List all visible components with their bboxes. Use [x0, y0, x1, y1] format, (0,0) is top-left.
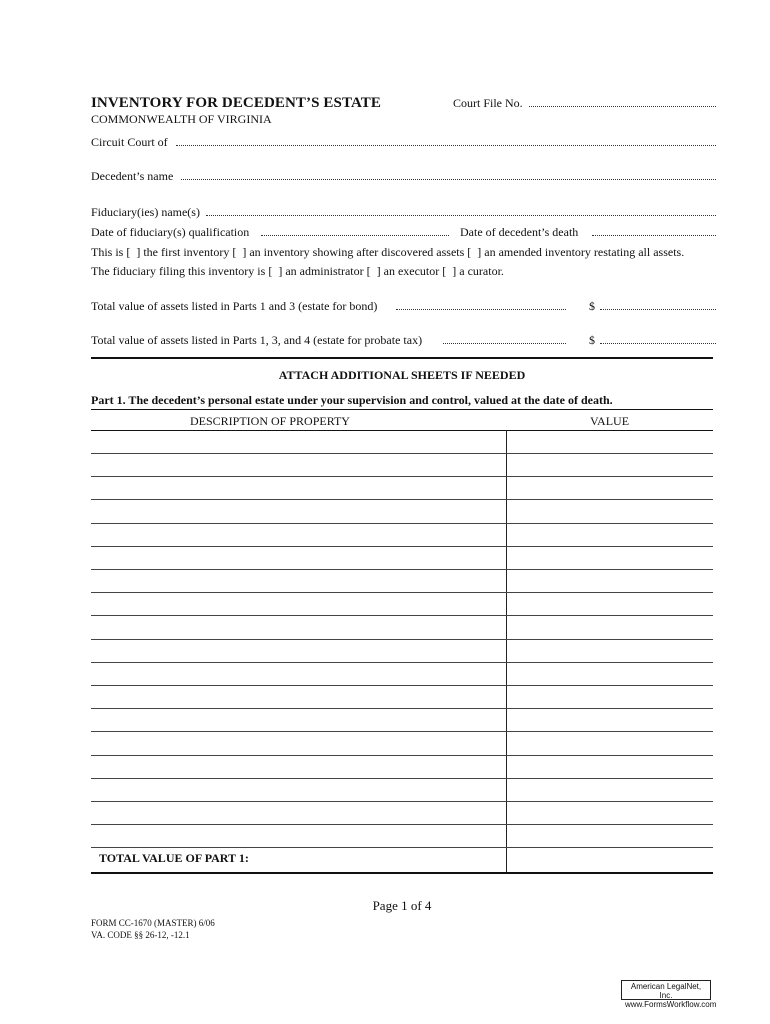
table-row[interactable]: [91, 615, 713, 616]
part1-heading: Part 1. The decedent’s personal estate under your supervision and control, valued at the date of death.: [91, 393, 613, 407]
fiduciary-role-line: [91, 264, 504, 279]
table-row[interactable]: [91, 824, 713, 825]
table-row[interactable]: [91, 639, 713, 640]
bond-total-leader: [396, 309, 566, 310]
inventory-type-prefix: This is: [91, 245, 124, 259]
bond-total-currency: $: [589, 299, 595, 313]
attach-note: ATTACH ADDITIONAL SHEETS IF NEEDED: [278, 368, 526, 382]
probate-total-field[interactable]: [600, 343, 716, 344]
curator-label: a curator.: [459, 264, 504, 278]
table-row[interactable]: [91, 685, 713, 686]
form-title: INVENTORY FOR DECEDENT’S ESTATE: [91, 95, 381, 111]
table-row[interactable]: [91, 453, 713, 454]
table-row[interactable]: [91, 847, 713, 848]
table-row[interactable]: [91, 476, 713, 477]
publisher-stamp: [621, 980, 717, 1009]
qualification-date-field[interactable]: [261, 235, 449, 236]
circuit-court-field[interactable]: [176, 145, 716, 146]
administrator-checkbox[interactable]: [ ]: [268, 264, 283, 278]
probate-total-leader: [443, 343, 566, 344]
death-date-field[interactable]: [592, 235, 716, 236]
court-file-field[interactable]: [529, 106, 716, 107]
qualification-date-label: Date of fiduciary(s) qualification: [91, 225, 250, 239]
publisher-url: www.FormsWorkflow.com: [625, 1000, 717, 1009]
table-row[interactable]: [91, 499, 713, 500]
executor-checkbox[interactable]: [ ]: [366, 264, 381, 278]
bond-total-label: Total value of assets listed in Parts 1 and 3 (estate for bond): [91, 299, 378, 313]
inventory-type-line: [91, 245, 684, 260]
form-subtitle: COMMONWEALTH OF VIRGINIA: [91, 112, 272, 126]
administrator-label: an administrator: [285, 264, 364, 278]
first-inventory-label: the first inventory: [143, 245, 230, 259]
table-row[interactable]: [91, 546, 713, 547]
executor-label: an executor: [383, 264, 440, 278]
curator-checkbox[interactable]: [ ]: [442, 264, 457, 278]
table-row[interactable]: [91, 708, 713, 709]
fiduciary-names-label: Fiduciary(ies) name(s): [91, 205, 200, 219]
bond-total-field[interactable]: [600, 309, 716, 310]
amended-inventory-label: an amended inventory restating all assets.: [484, 245, 685, 259]
table-row[interactable]: [91, 801, 713, 802]
death-date-label: Date of decedent’s death: [460, 225, 579, 239]
part1-total-label: TOTAL VALUE OF PART 1:: [99, 851, 249, 865]
table-row[interactable]: [91, 778, 713, 779]
page-number: Page 1 of 4: [372, 898, 432, 913]
table-bottom-rule: [91, 872, 713, 874]
table-row[interactable]: [91, 755, 713, 756]
publisher-name: American LegalNet, Inc.: [630, 982, 702, 1000]
table-row[interactable]: [91, 569, 713, 570]
column-separator: [506, 430, 507, 873]
table-row[interactable]: [91, 731, 713, 732]
probate-total-currency: $: [589, 333, 595, 347]
table-top-rule: [91, 409, 713, 410]
table-header-rule: [91, 430, 713, 431]
table-row[interactable]: [91, 523, 713, 524]
discovered-assets-checkbox[interactable]: [ ]: [232, 245, 247, 259]
first-inventory-checkbox[interactable]: [ ]: [126, 245, 141, 259]
decedent-name-label: Decedent’s name: [91, 169, 174, 183]
table-row[interactable]: [91, 662, 713, 663]
col-value-header: VALUE: [589, 414, 630, 428]
court-file-label: Court File No.: [453, 96, 523, 110]
probate-total-label: Total value of assets listed in Parts 1, 3, and 4 (estate for probate tax): [91, 333, 423, 347]
fiduciary-role-prefix: The fiduciary filing this inventory is: [91, 264, 266, 278]
fiduciary-names-field[interactable]: [206, 215, 716, 216]
decedent-name-field[interactable]: [181, 179, 716, 180]
table-row[interactable]: [91, 592, 713, 593]
col-description-header: DESCRIPTION OF PROPERTY: [190, 414, 350, 428]
amended-inventory-checkbox[interactable]: [ ]: [467, 245, 482, 259]
circuit-court-label: Circuit Court of: [91, 135, 168, 149]
discovered-assets-label: an inventory showing after discovered assets: [249, 245, 465, 259]
form-id: FORM CC-1670 (MASTER) 6/06: [91, 918, 215, 928]
va-code: VA. CODE §§ 26-12, -12.1: [91, 930, 190, 940]
section-divider: [91, 357, 713, 359]
